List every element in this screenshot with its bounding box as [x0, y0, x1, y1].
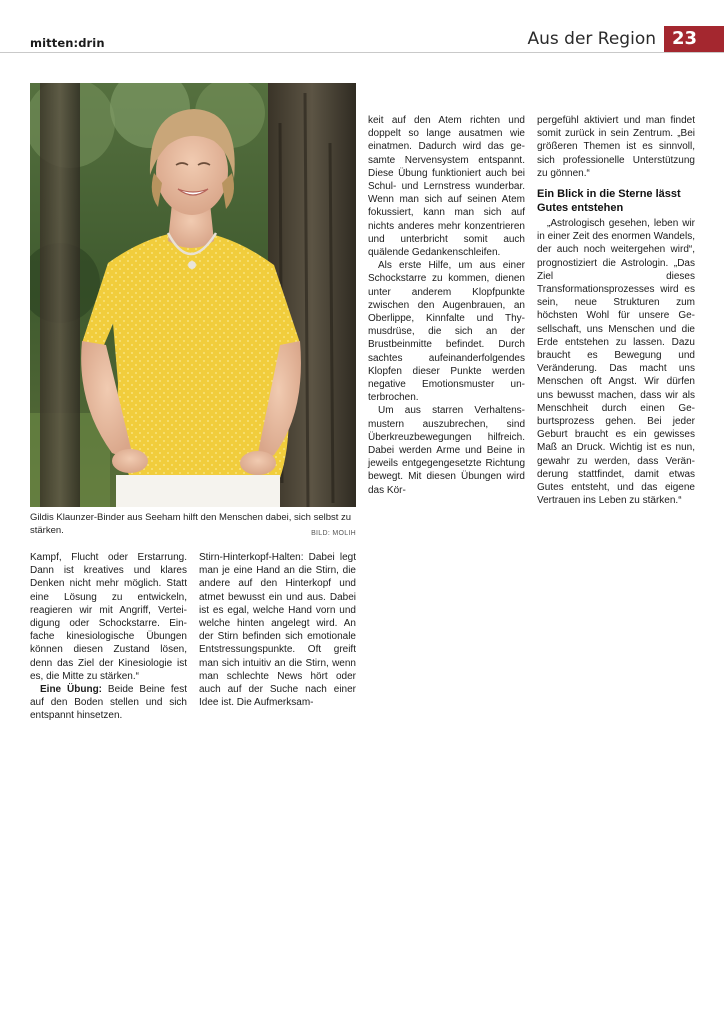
portrait-photo	[30, 83, 356, 507]
article-column-3	[368, 114, 525, 497]
paragraph: Um aus starren Verhaltensmustern auszubrechen, sind Überkreuzbewegungen hilfreich. Dabei werden Arme und Beine in jeweils entgegengesetzte Richtung bewegt. Mit diesen Übungen wird das Kör-	[368, 405, 525, 496]
paragraph: pergefühl aktiviert und man findet somit zurück in sein Zentrum. „Bei größeren Themen ist es sinnvoll, sich professionelle Unterstützung zu gönnen.“	[537, 115, 695, 179]
article-column-1	[30, 551, 187, 723]
paragraph: Als erste Hilfe, um aus einer Schockstarre zu kommen, dienen unter anderem Klopfpunkte zwischen den Augenbrauen, an Oberlippe, Kinnfalte und Thymusdrüse, die sich an der Brustbeinmitte befindet. Durch sachtes aufeinanderfolgendes Klopfen dieser Punkte werden negative Emotionsmuster unterbrochen.	[368, 260, 525, 404]
article-column-2	[199, 551, 356, 709]
header-rule	[0, 52, 724, 53]
subheading: Ein Blick in die Sterne lässt Gutes entstehen	[537, 188, 681, 214]
article-column-4	[537, 114, 695, 507]
lead-in: Eine Übung:	[40, 684, 103, 696]
paragraph: Stirn-Hinterkopf-Halten: Dabei legt man je eine Hand an die Stirn, die andere auf den Hinterkopf und atmet bewusst ein und aus. Dabei ist es egal, welche Hand vorn und welche hinten angelegt wird. An der Stirn befinden sich emotionale Entstressungspunkte. Oft greift man sich intuitiv an die Stirn, wenn man schlechte News hört oder auch auf der Suche nach einer Idee ist. Die Aufmerksam-	[199, 552, 356, 709]
page-number-badge: 23	[664, 26, 724, 52]
caption-text: Gildis Klaunzer-Binder aus Seeham hilft den Menschen dabei, sich selbst zu stärken.	[30, 512, 352, 536]
magazine-brand: mitten:drin	[30, 36, 105, 50]
section-title: Aus der Region	[527, 29, 656, 49]
paragraph	[30, 683, 187, 723]
paragraph: „Astrologisch gesehen, leben wir in einer Zeit des enormen Wandels, der auch noch weitergehen wird“, prognostiziert die Astrologin. „Das Ziel dieses Transformationsprozesses wird es sein, neue Strukturen zum höchsten Wohl für unsere Gesellschaft, uns Menschen und die Erde entstehen zu lassen. Dazu braucht es Bewegung und Veränderung. Das macht uns Menschen oft Angst. Wir dürfen uns bewusst machen, dass wir als Menschheit durch einen Geburtsprozess gehen. Bei jeder Geburt braucht es ein gewisses Maß an Druck. Wichtig ist es nun, gewahr zu werden, dass Veränderung stattfindet, damit etwas Gutes entsteht, und das eigene Vertrauen ins Leben zu stärken.“	[537, 218, 695, 507]
photo-caption	[30, 511, 356, 540]
paragraph: keit auf den Atem richten und doppelt so lange ausatmen wie einatmen. Dadurch wird das gesamte Nervensystem entspannt. Diese Übung funktioniert auch bei Schul- und Lernstress wunderbar. Wenn man sich auf seinen Atem fokussiert, kann man sich auf nichts anderes mehr konzentrieren und unterbricht somit auch quälende Gedankenschleifen.	[368, 115, 525, 259]
paragraph-text: Beide Beine fest auf den Boden stellen und sich entspannt hinsetzen.	[30, 684, 187, 722]
paragraph: Kampf, Flucht oder Erstarrung. Dann ist kreatives und klares Denken nicht mehr möglich. Statt eine Lösung zu entwickeln, reagieren wir mit Angriff, Verteidigung oder Schockstarre. Einfache kinesiologische Übungen können diesen Zustand lösen, denn das Ziel der Kinesiologie ist es, die Mitte zu stärken.“	[30, 552, 187, 682]
photo-credit: BILD: MOLIH	[311, 530, 356, 537]
